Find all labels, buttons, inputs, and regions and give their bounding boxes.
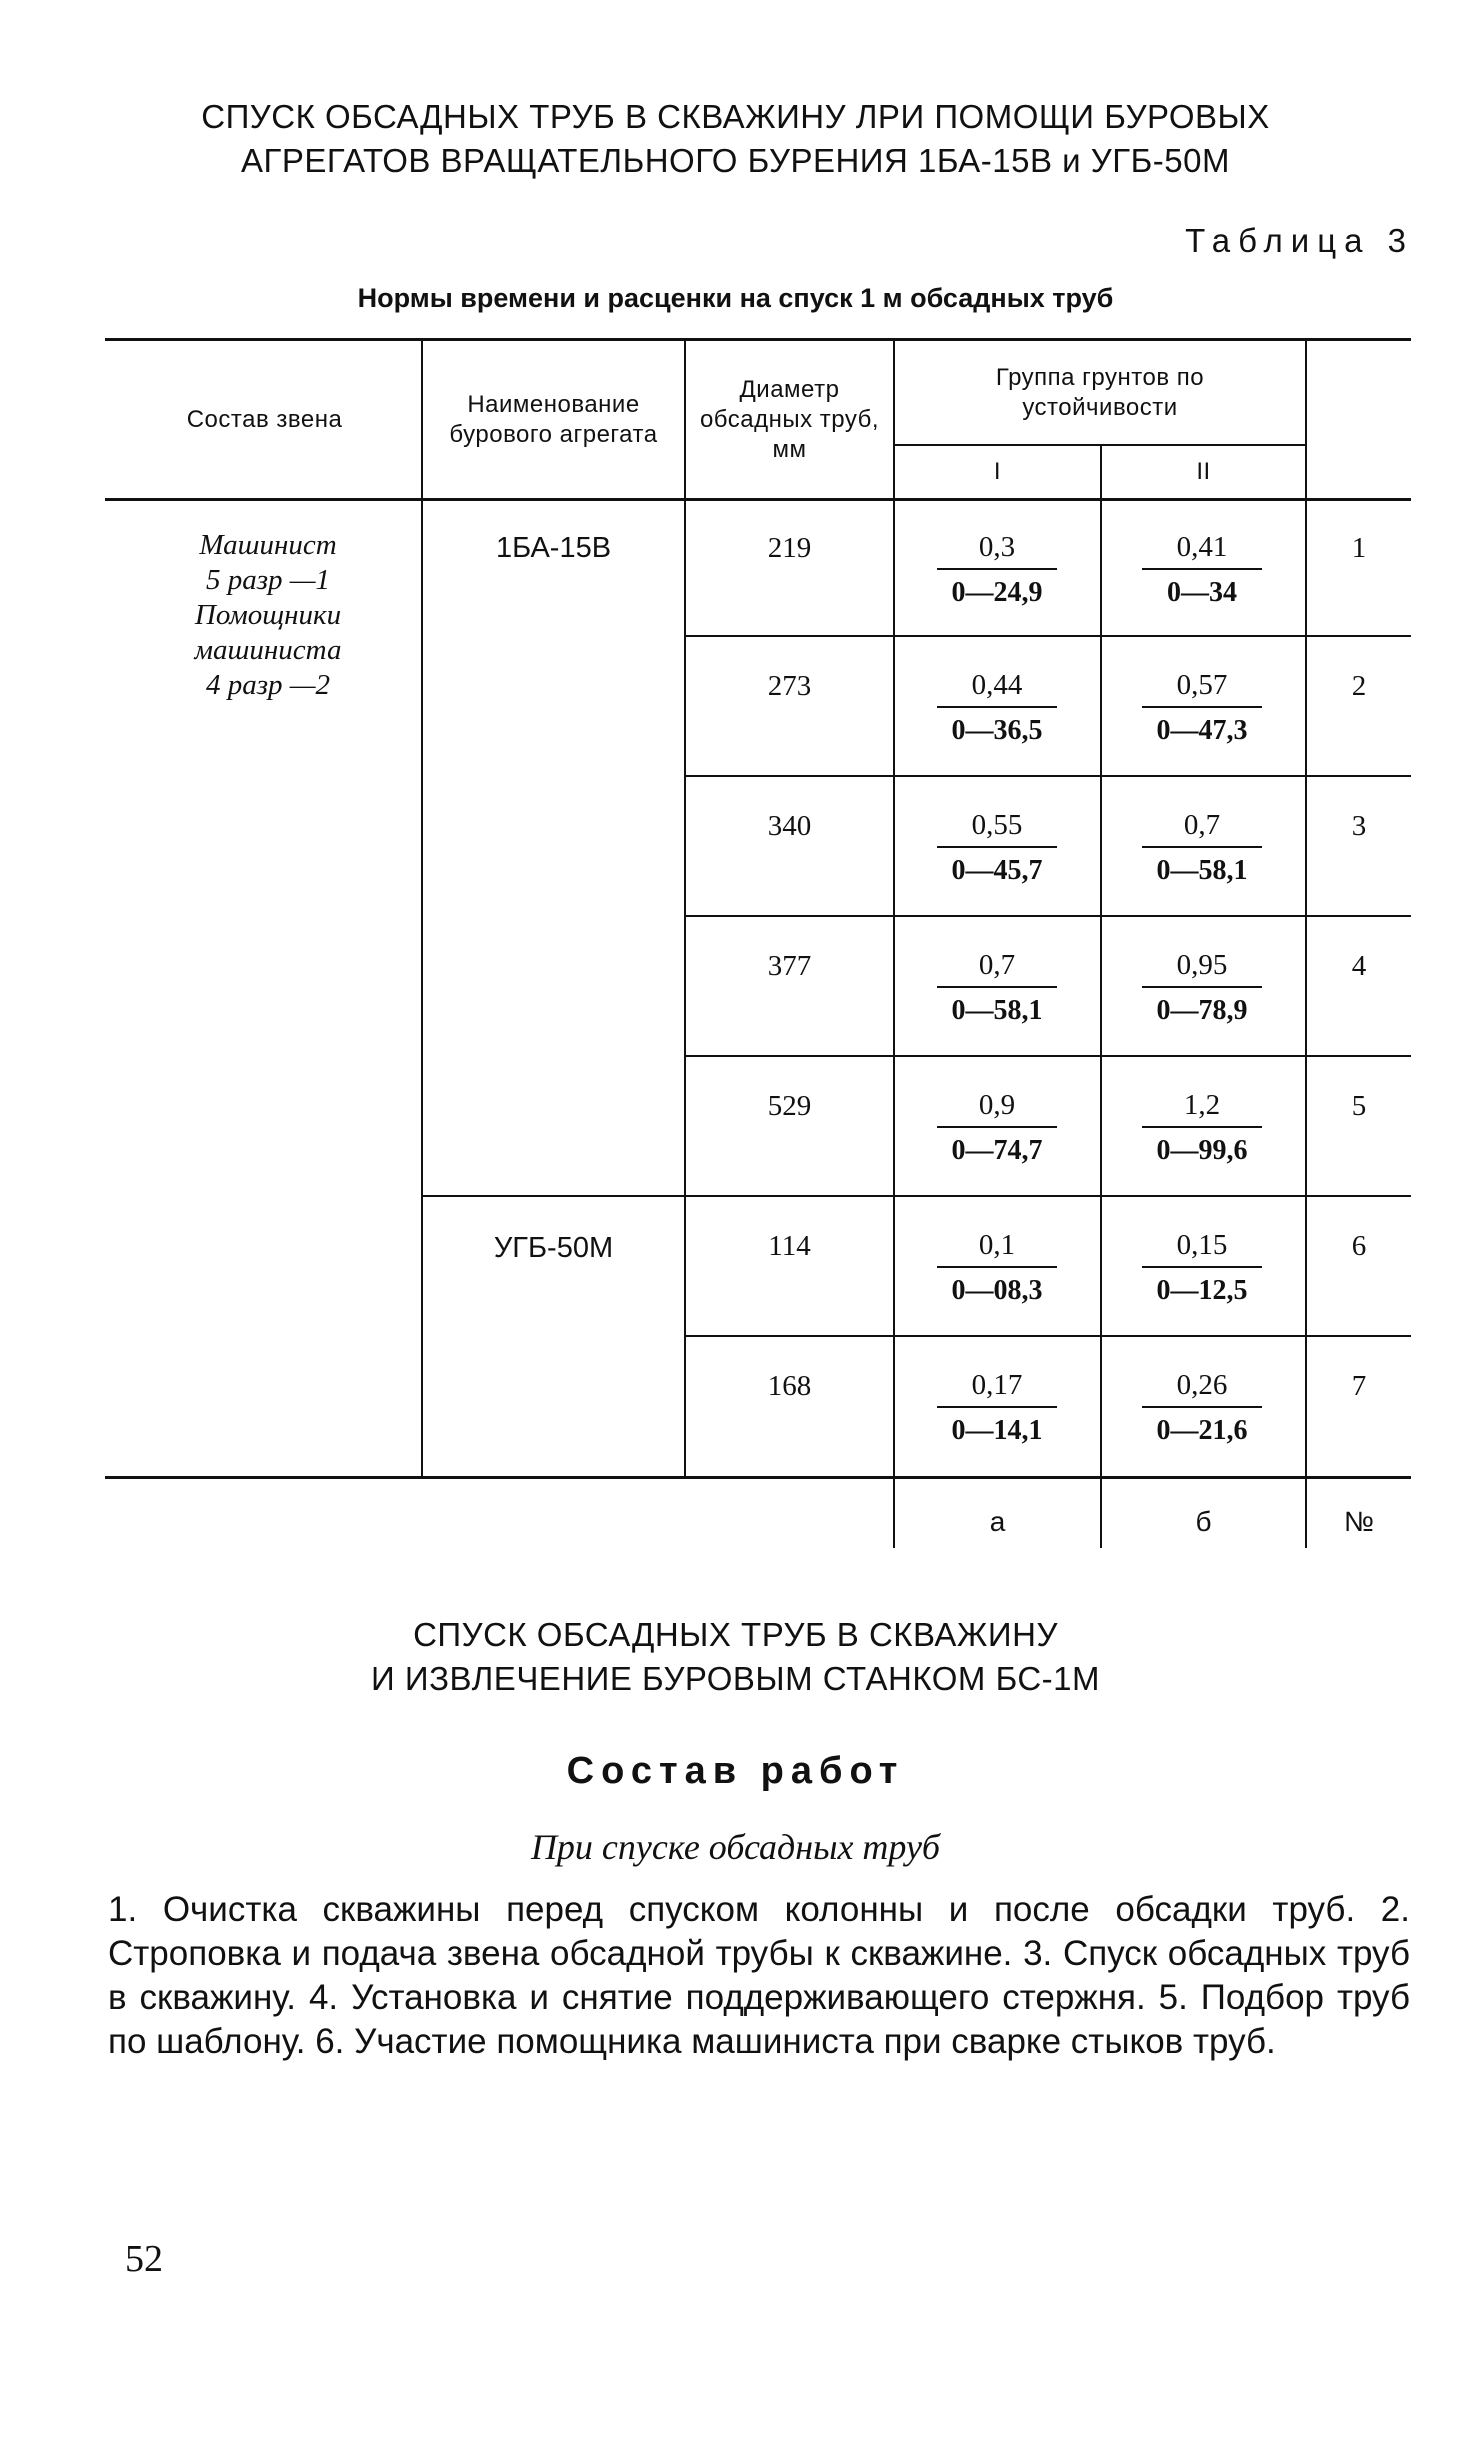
page-heading-line-2: АГРЕГАТОВ ВРАЩАТЕЛЬНОГО БУРЕНИЯ 1БА-15В и УГБ-50М [241,142,1230,179]
fraction-bar [1142,568,1262,570]
fraction-bar [1142,1126,1262,1128]
time-norm: 0,3 [978,531,1016,563]
price-rate: 0—74,7 [951,1135,1043,1166]
section-heading-line-1: СПУСК ОБСАДНЫХ ТРУБ В СКВАЖИНУ [413,1616,1058,1653]
table-label: Таблица 3 [1185,222,1414,259]
rate-cell-group-2 [1117,1088,1287,1168]
rate-cell-group-1 [912,1368,1082,1448]
page-heading [100,95,1371,183]
fraction-bar [937,986,1057,988]
diameter-cell: 168 [767,1370,812,1402]
price-rate: 0—14,1 [951,1415,1043,1446]
time-norm: 0,26 [1176,1369,1228,1401]
header-aggregate: Наименование бурового агрегата [449,390,658,448]
rate-cell-group-1 [912,1088,1082,1168]
price-rate: 0—78,9 [1156,995,1248,1026]
row-number: 5 [1351,1090,1367,1122]
row-rule-2 [684,775,1411,777]
table-title: Нормы времени и расценки на спуск 1 м обсадных труб [357,283,1114,313]
row-number: 3 [1351,810,1367,842]
page-number: 52 [125,2238,163,2280]
diameter-cell: 529 [767,1090,812,1122]
row-rule-1 [684,635,1411,637]
price-rate: 0—21,6 [1156,1415,1248,1446]
time-norm: 0,95 [1176,949,1228,981]
time-norm: 0,57 [1176,669,1228,701]
fraction-bar [937,1266,1057,1268]
price-rate: 0—12,5 [1156,1275,1248,1306]
col-rule-5 [1305,338,1307,1548]
header-diameter: Диаметр обсадных труб, мм [699,375,880,463]
row-number: 1 [1351,532,1367,564]
rate-cell-group-1 [912,668,1082,748]
rate-cell-group-1 [912,530,1082,610]
col-rule-2 [684,338,686,1478]
rate-cell-group-2 [1117,530,1287,610]
diameter-cell: 377 [767,950,812,982]
time-norm: 1,2 [1183,1089,1221,1121]
time-norm: 0,7 [1183,809,1221,841]
time-norm: 0,1 [978,1229,1016,1261]
time-norm: 0,55 [971,809,1023,841]
price-rate: 0—36,5 [951,715,1043,746]
aggregate-ugb-50m: УГБ-50М [493,1232,614,1264]
work-subheading: При спуске обсадных труб [530,1827,941,1867]
header-group-2: II [1196,458,1211,485]
header-group-1: I [993,458,1002,485]
fraction-bar [937,1126,1057,1128]
diameter-cell: 340 [767,810,812,842]
time-norm: 0,17 [971,1369,1023,1401]
rate-cell-group-2 [1117,1228,1287,1308]
price-rate: 0—58,1 [951,995,1043,1026]
crew-line: Машинист [199,529,337,561]
footer-col-b: б [1195,1506,1212,1537]
time-norm: 0,7 [978,949,1016,981]
price-rate: 0—99,6 [1156,1135,1248,1166]
crew-line: 5 разр —1 [205,564,331,596]
fraction-bar [1142,1406,1262,1408]
price-rate: 0—24,9 [951,577,1043,608]
header-crew: Состав звена [186,405,343,433]
footer-col-no: № [1343,1506,1375,1537]
crew-composition [108,528,428,703]
table-bottom-rule [105,1476,1411,1479]
section-heading-line-2: И ИЗВЛЕЧЕНИЕ БУРОВЫМ СТАНКОМ БС-1М [370,1660,1101,1697]
fraction-bar [937,1406,1057,1408]
row-number: 7 [1351,1370,1367,1402]
time-norm: 0,44 [971,669,1023,701]
row-rule-4 [684,1055,1411,1057]
fraction-bar [1142,1266,1262,1268]
crew-line: машиниста [194,634,342,666]
time-norm: 0,9 [978,1089,1016,1121]
price-rate: 0—47,3 [1156,715,1248,746]
col-rule-4 [1100,444,1102,1548]
row-number: 2 [1351,670,1367,702]
row-rule-6 [684,1335,1411,1337]
row-number: 4 [1351,950,1367,982]
row-rule-5 [421,1195,1411,1197]
header-bottom-rule [105,498,1411,501]
diameter-cell: 114 [768,1230,811,1262]
rate-cell-group-2 [1117,948,1287,1028]
fraction-bar [1142,706,1262,708]
aggregate-1ba-15v: 1БА-15В [495,532,612,564]
row-number: 6 [1351,1230,1367,1262]
diameter-cell: 273 [767,670,812,702]
page-heading-line-1: СПУСК ОБСАДНЫХ ТРУБ В СКВАЖИНУ ЛРИ ПОМОЩИ БУРОВЫХ [201,98,1270,135]
time-norm: 0,41 [1176,531,1228,563]
work-heading: Состав работ [566,1750,905,1792]
rate-cell-group-1 [912,948,1082,1028]
fraction-bar [1142,986,1262,988]
price-rate: 0—08,3 [951,1275,1043,1306]
work-paragraph: 1. Очистка скважины перед спуском колонны и после обсадки труб. 2. Строповка и подача звена обсадной трубы к скважине. 3. Спуск обсадных труб в скважину. 4. Установка и снятие поддерживающего стержня. 5. Подбор труб по шаблону. 6. Участие помощника машиниста при сварке стыков труб. [108,1890,1410,2061]
price-rate: 0—58,1 [1156,855,1248,886]
time-norm: 0,15 [1176,1229,1228,1261]
price-rate: 0—45,7 [951,855,1043,886]
diameter-cell: 219 [767,532,812,564]
col-rule-3 [893,338,895,1548]
price-rate: 0—34 [1167,577,1237,608]
rate-cell-group-1 [912,808,1082,888]
rate-cell-group-2 [1117,808,1287,888]
header-soil-group: Группа грунтов по устойчивости [995,363,1205,421]
rate-cell-group-2 [1117,668,1287,748]
fraction-bar [937,846,1057,848]
fraction-bar [1142,846,1262,848]
crew-line: 4 разр —2 [205,669,331,701]
fraction-bar [937,568,1057,570]
crew-line: Помощники [194,599,342,631]
section-heading [100,1613,1371,1701]
footer-col-a: а [989,1506,1006,1537]
rate-cell-group-2 [1117,1368,1287,1448]
fraction-bar [937,706,1057,708]
rate-cell-group-1 [912,1228,1082,1308]
col-rule-1 [421,338,423,1478]
row-rule-3 [684,915,1411,917]
